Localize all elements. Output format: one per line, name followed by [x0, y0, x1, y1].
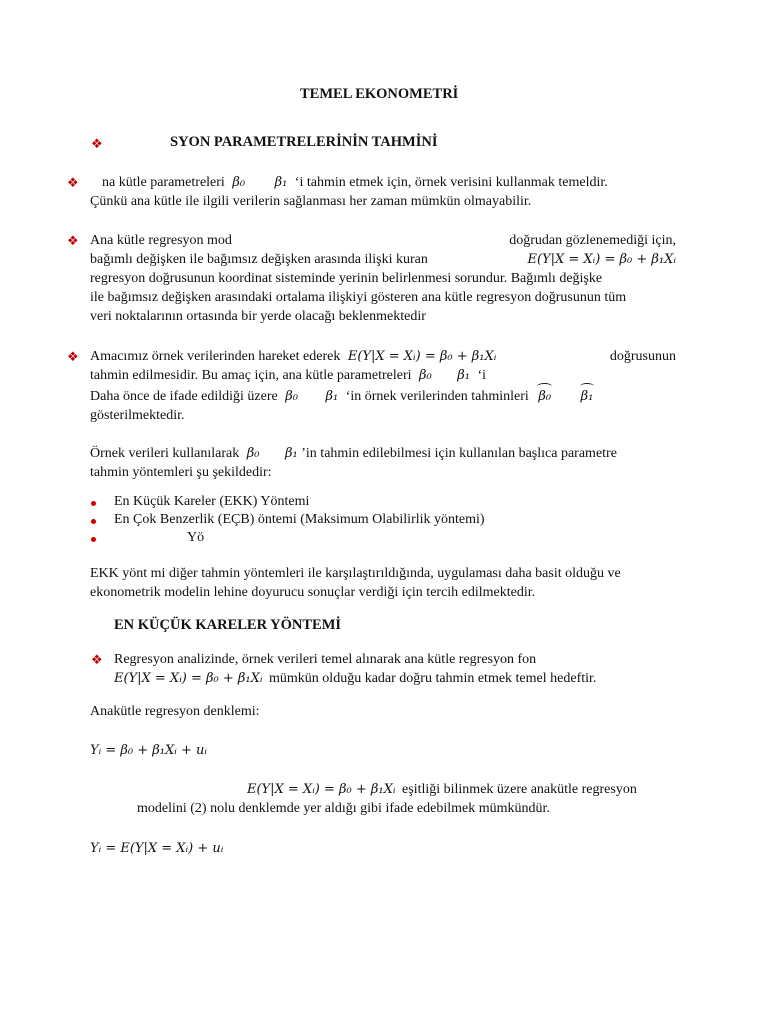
regression-equation: E(Y|X = Xᵢ) = β₀ + β₁Xᵢ	[247, 782, 396, 797]
diamond-bullet-icon: ❖	[67, 233, 79, 248]
beta0-symbol: β₀	[246, 446, 260, 461]
dot-bullet-icon	[91, 501, 96, 506]
dot-bullet-icon	[91, 519, 96, 524]
page-title: TEMEL EKONOMETRİ	[300, 86, 459, 102]
paragraph-line: modelini (2) nolu denklemde yer aldığı gibi ifade edebilmek mümkündür.	[137, 801, 550, 816]
beta0-symbol: β₀	[232, 175, 246, 190]
diamond-bullet-icon: ❖	[67, 175, 79, 190]
paragraph: Amacımız örnek verilerinden hareket ederek E(Y|X = Xᵢ) = β₀ + β₁Xᵢ doğrusunun tahmin edilmesidir. Bu amaç için, ana kütle parametreleri β₀ β₁ ‘i Daha önce de ifade edildiği üzere β₀ β₁ ‘in örnek verilerinden tahminleri β₀ β₁ gösterilmektedir.	[90, 349, 676, 423]
equation: Yᵢ = E(Y|X = Xᵢ) + uᵢ	[90, 841, 224, 856]
paragraph: na kütle parametreleri β₀ β₁ ‘i tahmin etmek için, örnek verisini kullanmak temeldir. Çünkü ana kütle ile ilgili verilerin sağlanması her zaman mümkün olmayabilir.	[90, 175, 608, 209]
paragraph: Ana kütle regresyon mod doğrudan gözlenemediği için, bağımlı değişken ile bağımsız değişken arasında ilişki kuran E(Y|X = Xᵢ) = β₀ + β₁Xᵢ regresyon doğrusunun koordinat sisteminde yerinin belirlenmesi sorundur. Bağımlı değişke ile bağımsız değişken arasındaki ortalama ilişkiyi gösteren ana kütle regresyon doğrusunun tüm veri noktalarının ortasında bir yerde olacağı beklenmektedir	[90, 233, 676, 324]
list-item: Yö	[187, 530, 205, 545]
beta1-symbol: β₁	[325, 389, 339, 404]
regression-equation: E(Y|X = Xᵢ) = β₀ + β₁Xᵢ	[527, 252, 676, 267]
regression-equation: E(Y|X = Xᵢ) = β₀ + β₁Xᵢ	[347, 349, 497, 364]
dot-bullet-icon	[91, 537, 96, 542]
section-heading: EN KÜÇÜK KARELER YÖNTEMİ	[114, 617, 342, 633]
beta0-symbol: β₀	[419, 368, 432, 383]
regression-equation: E(Y|X = Xᵢ) = β₀ + β₁Xᵢ	[114, 671, 263, 686]
diamond-bullet-icon: ❖	[91, 136, 103, 151]
beta1-symbol: β₁	[457, 368, 470, 383]
beta1-symbol: β₁	[285, 446, 298, 461]
list-item: En Çok Benzerlik (EÇB) öntemi (Maksimum Olabilirlik yöntemi)	[114, 512, 485, 527]
beta1-hat-symbol: β₁	[580, 389, 594, 404]
beta0-symbol: β₀	[285, 389, 298, 404]
equation: Yᵢ = β₀ + β₁Xᵢ + uᵢ	[90, 743, 207, 758]
paragraph: Regresyon analizinde, örnek verileri temel alınarak ana kütle regresyon fon E(Y|X = Xᵢ) = β₀ + β₁Xᵢ mümkün olduğu kadar doğru tahmin etmek temel hedeftir.	[114, 652, 597, 686]
beta1-symbol: β₁	[274, 175, 288, 190]
beta0-hat-symbol: β₀	[538, 389, 552, 404]
diamond-bullet-icon: ❖	[67, 349, 79, 364]
diamond-bullet-icon: ❖	[91, 652, 103, 667]
paragraph-line: E(Y|X = Xᵢ) = β₀ + β₁Xᵢ eşitliği bilinmek üzere anakütle regresyon	[247, 782, 637, 797]
paragraph: Anakütle regresyon denklemi:	[90, 704, 260, 719]
list-item: En Küçük Kareler (EKK) Yöntemi	[114, 494, 310, 509]
paragraph: EKK yönt mi diğer tahmin yöntemleri ile karşılaştırıldığında, uygulaması daha basit olduğu ve ekonometrik modelin lehine doyurucu sonuçlar verdiği için tercih edilmektedir.	[90, 566, 621, 600]
section-heading: SYON PARAMETRELERİNİN TAHMİNİ	[170, 134, 438, 150]
paragraph: Örnek verileri kullanılarak β₀ β₁ ’in tahmin edilebilmesi için kullanılan başlıca parametre tahmin yöntemleri şu şekildedir:	[90, 446, 617, 480]
